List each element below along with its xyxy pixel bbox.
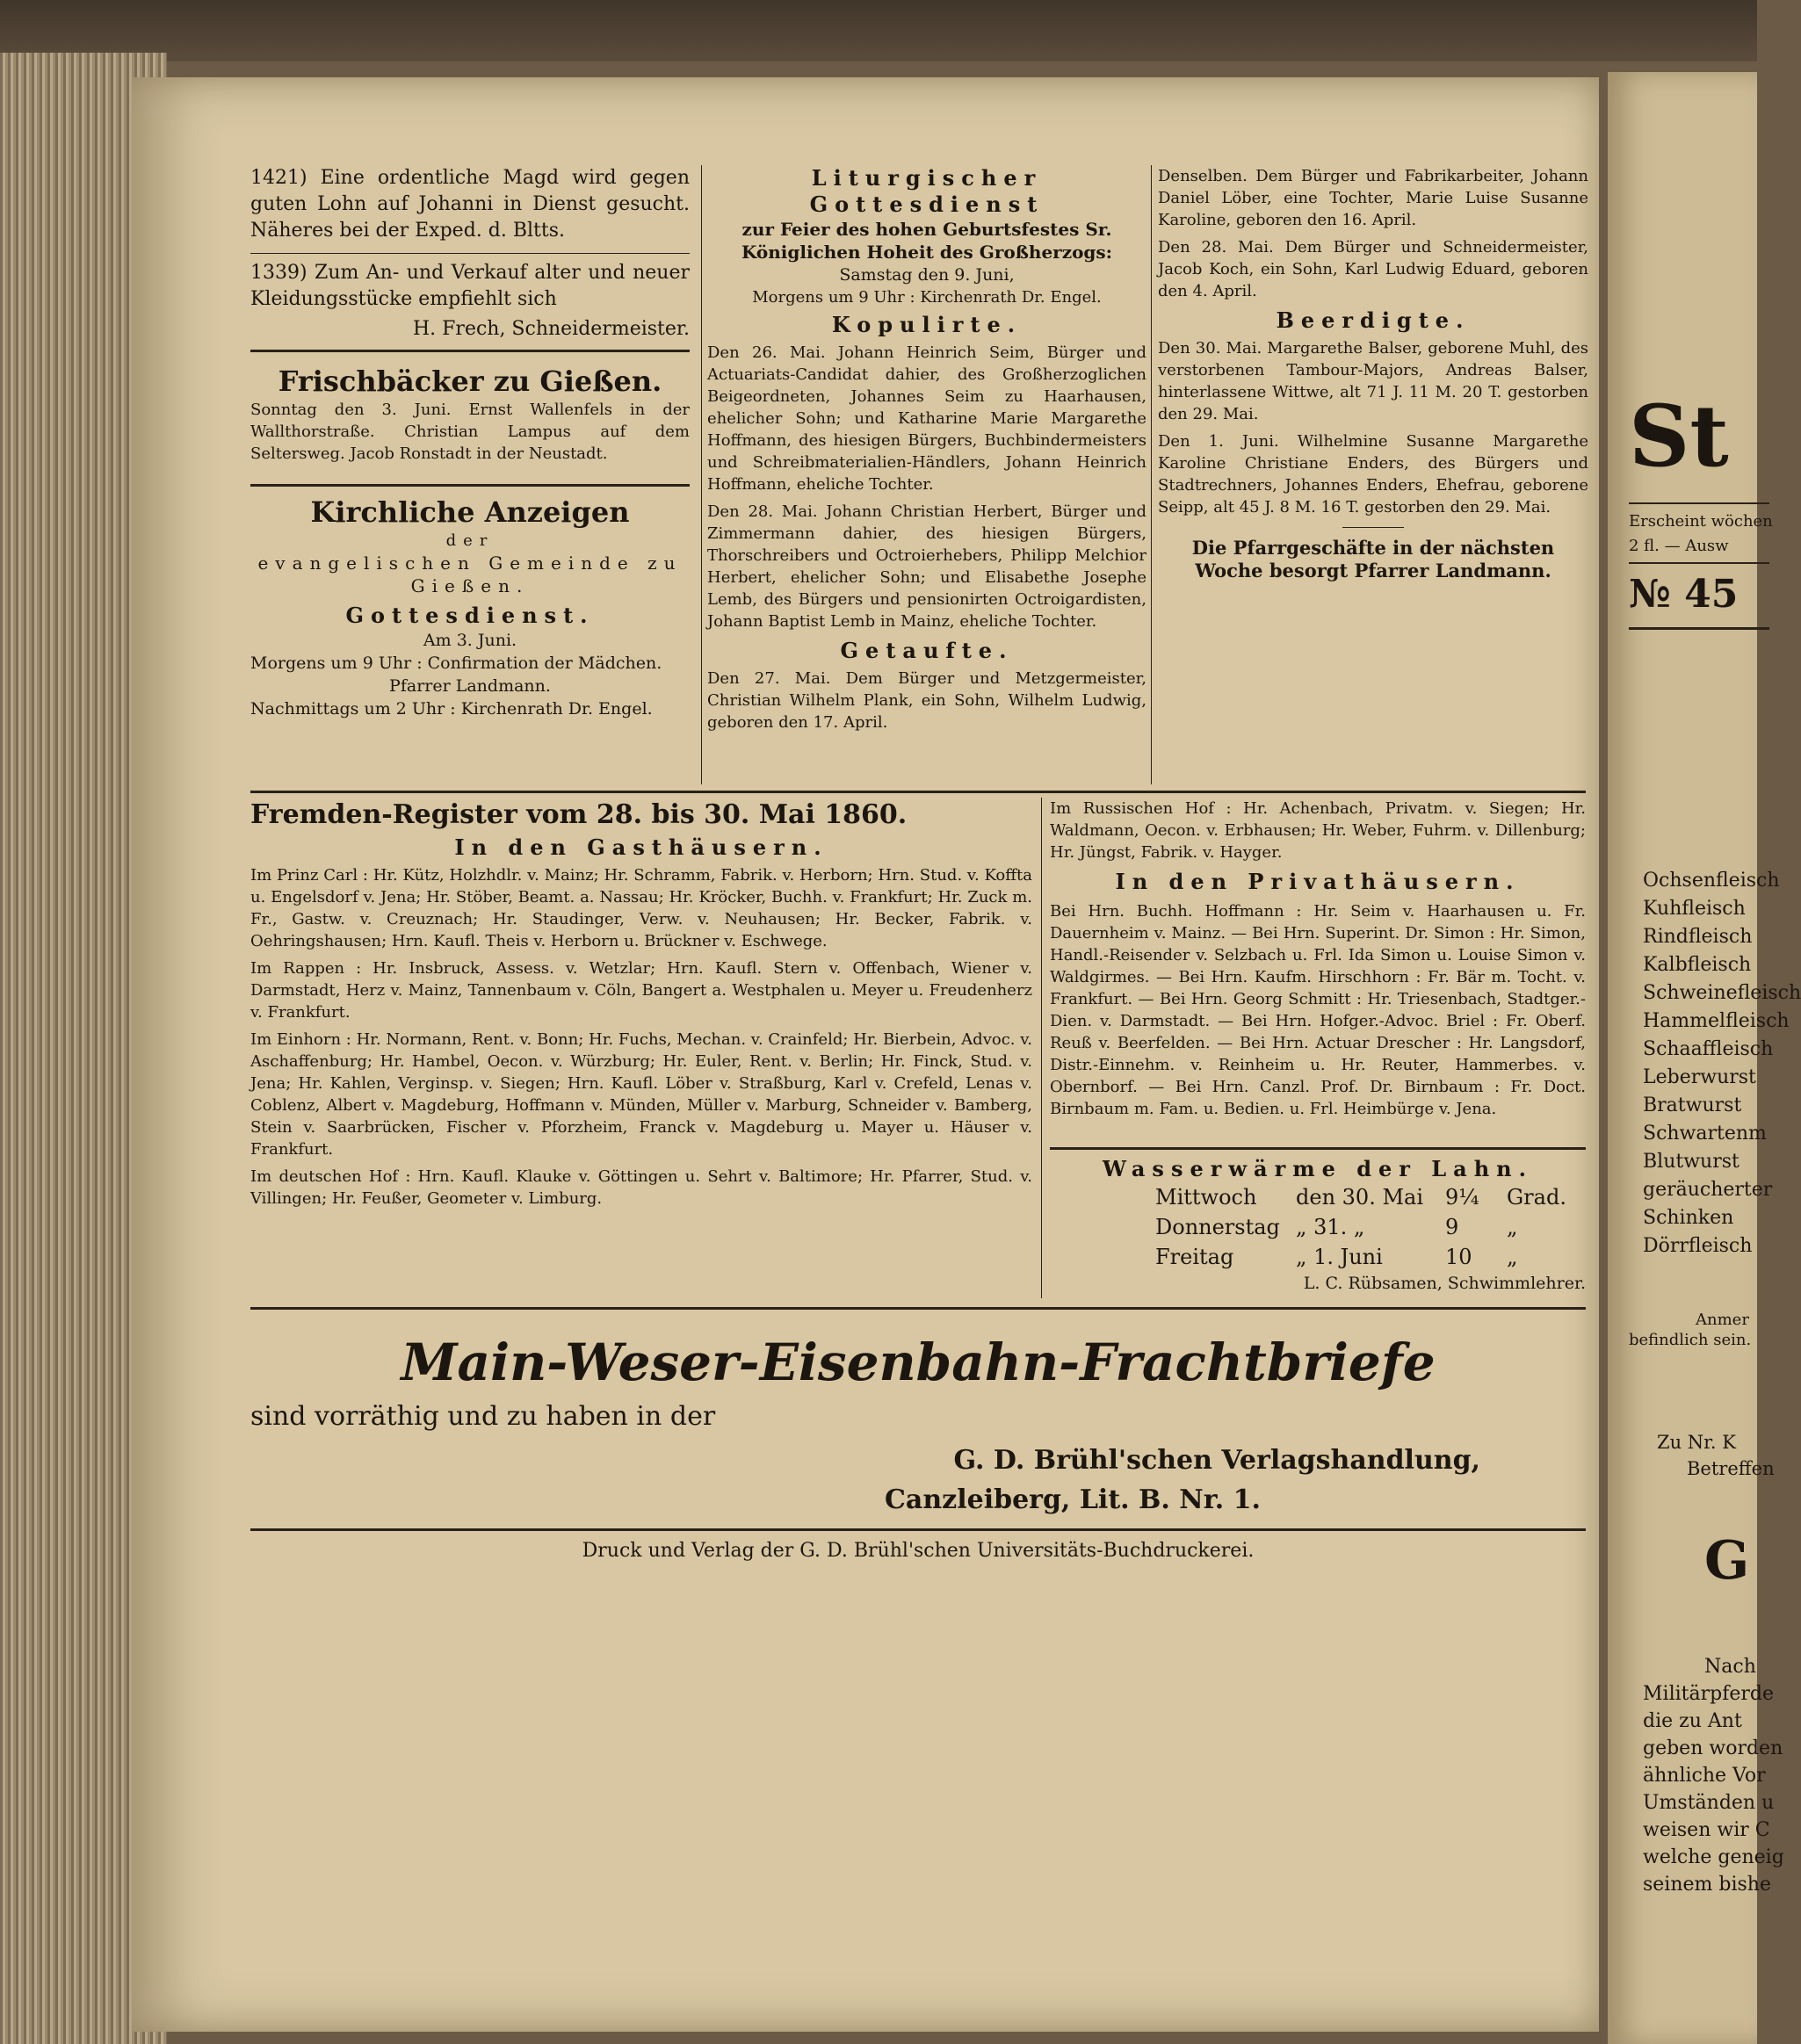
masthead-sub: Erscheint wöchen bbox=[1629, 512, 1773, 531]
water-unit: Grad. bbox=[1507, 1185, 1566, 1210]
baptized-title: Getaufte. bbox=[840, 638, 1014, 663]
baptized-entry: Den 28. Mai. Dem Bürger und Schneidermeister, Jacob Koch, ein Sohn, Karl Ludwig Eduard, geboren den 4. April. bbox=[1158, 238, 1588, 300]
text-line: geben worden bbox=[1643, 1737, 1783, 1759]
divider bbox=[1050, 1147, 1586, 1150]
water-value: 9 bbox=[1445, 1215, 1459, 1239]
divider bbox=[1629, 627, 1769, 630]
meat-item: Dörrfleisch bbox=[1643, 1235, 1753, 1257]
church-section bbox=[250, 495, 690, 720]
water-title: Wasserwärme der Lahn. bbox=[1103, 1156, 1533, 1181]
inns-title: In den Gasthäusern. bbox=[454, 834, 828, 860]
meat-item: Ochsenfleisch bbox=[1643, 870, 1780, 892]
water-signature: L. C. Rübsamen, Schwimmlehrer. bbox=[1303, 1274, 1586, 1293]
text-line: Umständen u bbox=[1643, 1792, 1775, 1814]
liturgy-date: Samstag den 9. Juni, bbox=[839, 265, 1015, 285]
newspaper-page bbox=[132, 77, 1599, 2032]
water-row bbox=[1155, 1182, 1586, 1212]
meat-item: Blutwurst bbox=[1643, 1151, 1740, 1173]
masthead: St bbox=[1629, 386, 1729, 486]
text-line: Nach bbox=[1704, 1656, 1756, 1678]
column-rule bbox=[1041, 798, 1042, 1298]
section-divider bbox=[250, 791, 1586, 793]
meat-item: Rindfleisch bbox=[1643, 926, 1753, 948]
buried-title: Beerdigte. bbox=[1276, 307, 1471, 333]
water-day: Donnerstag bbox=[1155, 1215, 1280, 1239]
baptized-entry: Den 27. Mai. Dem Bürger und Metzgermeister, Christian Wilhelm Plank, ein Sohn, Wilhelm Ludwig, geboren den 17. April. bbox=[707, 669, 1146, 732]
text-line: seinem bishe bbox=[1643, 1874, 1771, 1896]
meat-item: Schwartenm bbox=[1643, 1123, 1767, 1145]
private-title: In den Privathäusern. bbox=[1115, 869, 1521, 894]
initial-letter: G bbox=[1704, 1530, 1750, 1592]
meat-item: geräucherter bbox=[1643, 1179, 1773, 1201]
liturgy-title: Liturgischer Gottesdienst bbox=[809, 165, 1045, 217]
baptized-entry: Denselben. Dem Bürger und Fabrikarbeiter, Johann Daniel Löber, eine Tochter, Marie Luise Susanne Karoline, geboren den 16. April. bbox=[1158, 167, 1588, 229]
service-afternoon: Nachmittags um 2 Uhr : Kirchenrath Dr. Engel. bbox=[250, 699, 653, 719]
short-rule bbox=[1342, 527, 1404, 528]
meat-item: Kuhfleisch bbox=[1643, 898, 1746, 920]
column-3 bbox=[1158, 165, 1588, 582]
church-der: der bbox=[445, 531, 495, 550]
ad-clothing-sign: H. Frech, Schneidermeister. bbox=[412, 318, 690, 340]
register-left bbox=[250, 798, 1032, 1215]
reference: Zu Nr. K bbox=[1657, 1432, 1736, 1453]
column-1 bbox=[250, 165, 690, 249]
water-table bbox=[1155, 1182, 1586, 1272]
water-date: „ 1. Juni bbox=[1296, 1245, 1383, 1269]
railway-ad-publisher: G. D. Brühl'schen Verlagshandlung, bbox=[953, 1445, 1480, 1476]
water-value: 9¼ bbox=[1445, 1185, 1479, 1210]
divider bbox=[250, 484, 690, 487]
service-morning-pastor: Pfarrer Landmann. bbox=[389, 676, 551, 696]
register-right bbox=[1050, 798, 1586, 1125]
column-rule bbox=[1151, 165, 1152, 784]
water-row bbox=[1155, 1242, 1586, 1272]
ad-clothing bbox=[250, 260, 690, 341]
register-entry: Im Einhorn : Hr. Normann, Rent. v. Bonn; Hr. Fuchs, Mechan. v. Crainfeld; Hr. Bierbein, Advoc. v. Aschaffenburg; Hr. Hambel, Oecon. v. Würzburg; Hr. Euler, Rent. v. Berlin; Hr. Finck, Stud. v. Jena; Hr. Kahlen, Verginsp. v. Siegen; Hrn. Kaufl. Löber v. Straßburg, Karl v. Crefeld, Lenas v. Coblenz, Albert v. Magdeburg, Hoffmann v. Münden, Müller v. Marburg, Schneider v. Bamberg, Stein v. Saarbrücken, Fischer v. Pforzheim, Franck v. Magdeburg u. Mayer u. Häuser v. Frankfurt. bbox=[250, 1030, 1032, 1159]
divider bbox=[250, 253, 690, 254]
ad-clothing-text: 1339) Zum An- und Verkauf alter und neuer Kleidungsstücke empfiehlt sich bbox=[250, 262, 690, 310]
register-entry: Im Prinz Carl : Hr. Kütz, Holzhdlr. v. Mainz; Hr. Schramm, Fabrik. v. Herborn; Hrn. Stud. v. Koffta u. Engelsdorf v. Jena; Hr. Stöber, Beamt. a. Nassau; Hr. Kröcker, Buchh. v. Frankfurt; Hr. Zuck m. Fr., Gastw. v. Creuznach; Hr. Staudinger, Verw. v. Neuhausen; Hr. Becker, Fabrik. v. Oehringshausen; Hrn. Kaufl. Theis v. Herborn u. Brückner v. Eschwege. bbox=[250, 866, 1032, 950]
liturgy-time: Morgens um 9 Uhr : Kirchenrath Dr. Engel. bbox=[752, 288, 1102, 307]
meat-item: Schaaffleisch bbox=[1643, 1038, 1774, 1060]
service-date: Am 3. Juni. bbox=[423, 631, 517, 650]
water-value: 10 bbox=[1445, 1245, 1472, 1269]
church-title: Kirchliche Anzeigen bbox=[310, 495, 630, 529]
water-unit: „ bbox=[1507, 1245, 1518, 1269]
married-entry: Den 26. Mai. Johann Heinrich Seim, Bürger und Actuariats-Candidat dahier, des Großherzoglichen Beigeordneten, Johannes Seim zu Haarhausen, ehelicher Sohn; und Katharine Marie Margarethe Hoffmann, des hiesigen Bürgers, Buchbindermeisters und Schreibmaterialien-Händlers, Johann Heinrich Hoffmann, eheliche Tochter. bbox=[707, 343, 1146, 494]
issue-number: № 45 bbox=[1629, 572, 1739, 617]
water-day: Mittwoch bbox=[1155, 1185, 1257, 1210]
meat-item: Schweinefleisch bbox=[1643, 982, 1801, 1004]
bakers-title: Frischbäcker zu Gießen. bbox=[278, 365, 662, 398]
divider bbox=[1629, 562, 1769, 564]
water-row bbox=[1155, 1212, 1586, 1242]
text-line: ähnliche Vor bbox=[1643, 1765, 1766, 1787]
imprint: Druck und Verlag der G. D. Brühl'schen Universitäts-Buchdruckerei. bbox=[582, 1540, 1255, 1562]
meat-item: Schinken bbox=[1643, 1207, 1734, 1229]
book-top-shadow bbox=[0, 0, 1757, 61]
railway-ad-title: Main-Weser-Eisenbahn-Frachtbriefe bbox=[401, 1333, 1436, 1392]
text-line: weisen wir C bbox=[1643, 1819, 1770, 1841]
masthead-sub: 2 fl. — Ausw bbox=[1629, 537, 1729, 555]
divider bbox=[250, 350, 690, 352]
water-unit: „ bbox=[1507, 1215, 1518, 1239]
column-2 bbox=[707, 165, 1146, 739]
liturgy-subtitle: zur Feier des hohen Geburtsfestes Sr. Königlichen Hoheit des Großherzogs: bbox=[741, 219, 1113, 263]
reference: Betreffen bbox=[1687, 1458, 1775, 1479]
divider bbox=[1629, 502, 1769, 504]
bakers-section bbox=[250, 364, 690, 470]
railway-ad-line: sind vorräthig und zu haben in der bbox=[250, 1401, 716, 1432]
water-day: Freitag bbox=[1155, 1245, 1234, 1269]
text-line: die zu Ant bbox=[1643, 1710, 1742, 1732]
buried-entry: Den 1. Juni. Wilhelmine Susanne Margarethe Karoline Christiane Enders, des Bürgers und Stadtrechners, Johannes Enders, Ehefrau, geborene Seipp, alt 45 J. 8 M. 16 T. gestorben den 29. Mai. bbox=[1158, 432, 1588, 516]
register-entry: Im Rappen : Hr. Insbruck, Assess. v. Wetzlar; Hrn. Kaufl. Stern v. Offenbach, Wiener v. Darmstadt, Herz v. Mainz, Tannenbaum v. Cöln, Bangert a. Westphalen u. Meyer u. Freudenherz v. Frankfurt. bbox=[250, 959, 1032, 1022]
meat-item: Bratwurst bbox=[1643, 1094, 1742, 1116]
service-morning: Morgens um 9 Uhr : Confirmation der Mädchen. bbox=[250, 654, 662, 673]
text-line: Militärpferde bbox=[1643, 1683, 1774, 1705]
meat-item: Kalbfleisch bbox=[1643, 954, 1752, 976]
register-title: Fremden-Register vom 28. bis 30. Mai 1860. bbox=[250, 799, 908, 830]
register-entry: Im Russischen Hof : Hr. Achenbach, Privatm. v. Siegen; Hr. Waldmann, Oecon. v. Erbhausen; Hr. Weber, Fuhrm. v. Dillenburg; Hr. Jüngst, Fabrik. v. Hayger. bbox=[1050, 799, 1586, 862]
church-subtitle: evangelischen Gemeinde zu Gießen. bbox=[257, 553, 683, 596]
water-temperature bbox=[1050, 1156, 1586, 1295]
next-page-fragment bbox=[1608, 72, 1801, 2044]
buried-entry: Den 30. Mai. Margarethe Balser, geborene Muhl, des verstorbenen Tambour-Majors, Andreas Balser, hinterlassene Wittwe, alt 71 J. 11 M. 20 T. gestorben den 29. Mai. bbox=[1158, 339, 1588, 423]
pastor-notice: Die Pfarrgeschäfte in der nächsten Woche besorgt Pfarrer Landmann. bbox=[1191, 537, 1555, 581]
register-entry: Bei Hrn. Buchh. Hoffmann : Hr. Seim v. Haarhausen u. Fr. Dauernheim v. Mainz. — Bei Hrn. Superint. Dr. Simon : Hr. Simon, Handl.-Reisender v. Selzbach u. Frl. Ida Simon u. Louise Simon v. Waldgirmes. — Bei Hrn. Kaufm. Hirschhorn : Fr. Bär m. Tocht. v. Frankfurt. — Bei Hrn. Georg Schmitt : Hr. Triesenbach, Stadtger.-Dien. v. Darmstadt. — Bei Hrn. Hofger.-Advoc. Briel : Fr. Oberf. Reuß v. Beerfelden. — Bei Hrn. Actuar Drescher : Hr. Langsdorf, Distr.-Einnehm. v. Reinheim u. Hr. Reuter, Hammerbes. v. Obernborf. — Bei Hrn. Canzl. Prof. Dr. Birnbaum : Fr. Doct. Birnbaum m. Fam. u. Bedien. u. Frl. Heimbürge v. Jena. bbox=[1050, 902, 1586, 1118]
railway-ad-address: Canzleiberg, Lit. B. Nr. 1. bbox=[885, 1484, 1261, 1515]
ad-maid: 1421) Eine ordentliche Magd wird gegen guten Lohn auf Johanni in Dienst gesucht. Näheres bei der Exped. d. Bltts. bbox=[250, 167, 690, 242]
married-entry: Den 28. Mai. Johann Christian Herbert, Bürger und Zimmermann dahier, des hiesigen Bürgers, Thorschreibers und Octroierhebers, Philipp Melchior Herbert, ehelicher Sohn; und Elisabethe Josephe Lemb, des Bürgers und pensionirten Octroigardisten, Johann Baptist Lemb in Mainz, eheliche Tochter. bbox=[707, 502, 1146, 631]
water-date: „ 31. „ bbox=[1296, 1215, 1365, 1239]
meat-item: Hammelfleisch bbox=[1643, 1010, 1790, 1032]
bakers-text: Sonntag den 3. Juni. Ernst Wallenfels in der Wallthorstraße. Christian Lampus auf dem Seltersweg. Jacob Ronstadt in der Neustadt. bbox=[250, 401, 690, 463]
register-entry: Im deutschen Hof : Hrn. Kaufl. Klauke v. Göttingen u. Sehrt v. Baltimore; Hr. Pfarrer, Stud. v. Villingen; Hr. Feußer, Geometer v. Limburg. bbox=[250, 1167, 1032, 1208]
text-line: welche geneig bbox=[1643, 1846, 1784, 1868]
service-title: Gottesdienst. bbox=[345, 603, 595, 628]
water-date: den 30. Mai bbox=[1296, 1185, 1424, 1210]
section-divider bbox=[250, 1307, 1586, 1310]
column-rule bbox=[701, 165, 702, 784]
note: Anmer bbox=[1696, 1311, 1749, 1329]
note: befindlich sein. bbox=[1629, 1331, 1752, 1349]
section-divider bbox=[250, 1528, 1586, 1531]
meat-item: Leberwurst bbox=[1643, 1066, 1756, 1088]
married-title: Kopulirte. bbox=[831, 312, 1023, 337]
